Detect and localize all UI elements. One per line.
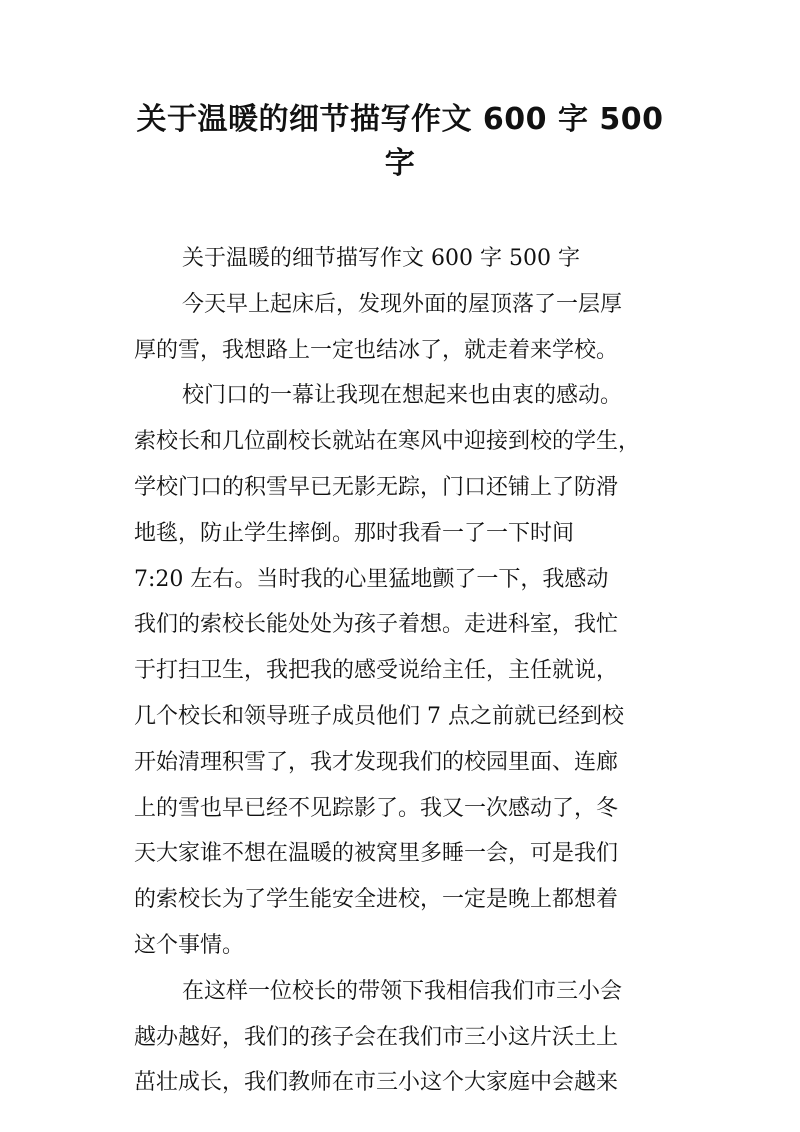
- document-title: 关于温暖的细节描写作文 600 字 500 字: [136, 102, 664, 181]
- body-line: 在这样一位校长的带领下我相信我们市三小会: [182, 978, 623, 1004]
- body-line: 茁壮成长，我们教师在市三小这个大家庭中会越来: [134, 1070, 619, 1096]
- body-line: 上的雪也早已经不见踪影了。我又一次感动了，冬: [134, 795, 619, 821]
- body-line: 7:20 左右。当时我的心里猛地颤了一下，我感动: [134, 566, 609, 592]
- body-line: 越办越好，我们的孩子会在我们市三小这片沃土上: [134, 1024, 619, 1050]
- body-line: 于打扫卫生，我把我的感受说给主任，主任就说，: [134, 658, 619, 684]
- body-line: 厚的雪，我想路上一定也结冰了，就走着来学校。: [134, 337, 619, 363]
- body-line: 天大家谁不想在温暖的被窝里多睡一会，可是我们: [134, 841, 619, 867]
- body-line: 地毯，防止学生摔倒。那时我看一了一下时间: [134, 520, 575, 546]
- body-line: 索校长和几位副校长就站在寒风中迎接到校的学生，: [134, 429, 641, 455]
- body-line: 校门口的一幕让我现在想起来也由衷的感动。: [182, 383, 623, 409]
- body-line: 开始清理积雪了，我才发现我们的校园里面、连廊: [134, 749, 619, 775]
- body-line: 学校门口的积雪早已无影无踪，门口还铺上了防滑: [134, 474, 619, 500]
- body-line: 的索校长为了学生能安全进校，一定是晚上都想着: [134, 887, 619, 913]
- document-body: [134, 236, 674, 1106]
- body-line: 今天早上起床后，发现外面的屋顶落了一层厚: [182, 291, 623, 317]
- body-line: 关于温暖的细节描写作文 600 字 500 字: [182, 246, 580, 271]
- body-line: 我们的索校长能处处为孩子着想。走进科室，我忙: [134, 612, 619, 638]
- body-line: 这个事情。: [134, 932, 245, 958]
- body-line: 几个校长和领导班子成员他们 7 点之前就已经到校: [134, 703, 624, 729]
